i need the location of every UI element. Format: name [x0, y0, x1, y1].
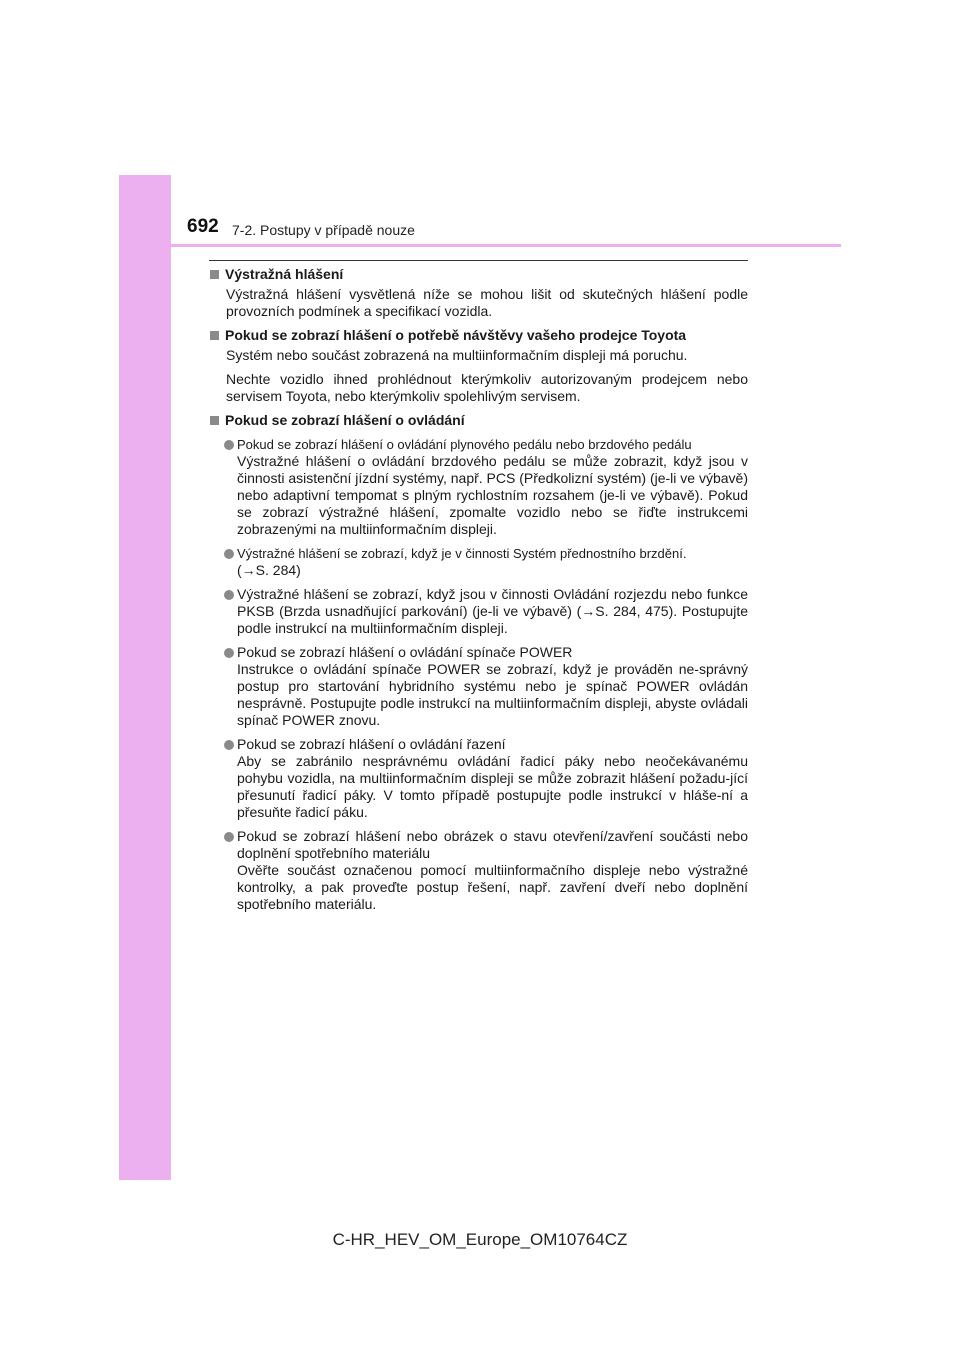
paragraph: Nechte vozidlo ihned prohlédnout kterýmkoliv autorizovaným prodejcem nebo servisem Toyota, nebo kterýmkoliv spolehlivým servisem.: [226, 371, 748, 404]
chapter-sidebar-tab: [119, 175, 171, 1180]
round-bullet-icon: [224, 590, 234, 600]
section-divider: [209, 260, 748, 261]
page-content: [210, 266, 748, 913]
round-bullet-icon: [224, 549, 234, 559]
chapter-title: 7-2. Postupy v případě nouze: [232, 222, 415, 238]
section-heading: Pokud se zobrazí hlášení o ovládání: [210, 412, 748, 429]
section-heading: Pokud se zobrazí hlášení o potřebě návštěvy vašeho prodejce Toyota: [210, 327, 748, 344]
list-item: Pokud se zobrazí hlášení o ovládání řazení Aby se zabránilo nesprávnému ovládání řadicí páky nebo neočekávanému pohybu vozidla, na multiinformačním displeji se může zobrazit hlášení požadu-jící přesunutí řadicí páky. V tomto případě postupujte podle instrukcí v hláše-ní a přesuňte řadicí páku.: [224, 736, 748, 821]
round-bullet-icon: [224, 440, 234, 450]
round-bullet-icon: [224, 832, 234, 842]
square-bullet-icon: [210, 331, 219, 340]
square-bullet-icon: [210, 416, 219, 425]
list-item: Výstražné hlášení se zobrazí, když jsou v činnosti Ovládání rozjezdu nebo funkce PKSB (Brzda usnadňující parkování) (je-li ve výbavě) (→S. 284, 475). Postupujte podle instrukcí na multiinformačním displeji.: [224, 586, 748, 637]
paragraph: Výstražná hlášení vysvětlená níže se mohou lišit od skutečných hlášení podle provozních podmínek a specifikací vozidla.: [226, 286, 748, 319]
list-item: Pokud se zobrazí hlášení o ovládání spínače POWER Instrukce o ovládání spínače POWER se zobrazí, když je prováděn ne-správný postup pro startování hybridního systému nebo je spínač POWER ovládán nesprávně. Postupujte podle instrukcí na multiinformačním displeji, abyste ovládali spínač POWER znovu.: [224, 644, 748, 729]
list-item: Výstražné hlášení se zobrazí, když je v činnosti Systém přednostního brzdění. (→S. 284): [224, 545, 748, 579]
header-rule: [171, 244, 841, 247]
square-bullet-icon: [210, 270, 219, 279]
paragraph: Systém nebo součást zobrazená na multiinformačním displeji má poruchu.: [226, 347, 688, 363]
list-item: Pokud se zobrazí hlášení nebo obrázek o stavu otevření/zavření součásti nebo doplnění spotřebního materiálu Ověřte součást označenou pomocí multiinformačního displeje nebo výstražné kontrolky, a pak proveďte postup řešení, např. zavření dveří nebo doplnění spotřebního materiálu.: [224, 828, 748, 913]
list-item: Pokud se zobrazí hlášení o ovládání plynového pedálu nebo brzdového pedálu Výstražné hlášení o ovládání brzdového pedálu se může zobrazit, když jsou v činnosti asistenční jízdní systémy, např. PCS (Předkolizní systém) (je-li ve výbavě) nebo adaptivní tempomat s plným rychlostním rozsahem (je-li ve výbavě). Pokud se zobrazí výstražné hlášení, zpomalte vozidlo nebo se řiďte instrukcemi zobrazenými na multiinformačním displeji.: [224, 436, 748, 538]
round-bullet-icon: [224, 648, 234, 658]
page-number: 692: [187, 216, 219, 237]
section-heading: Výstražná hlášení: [210, 266, 748, 283]
document-id-footer: C-HR_HEV_OM_Europe_OM10764CZ: [332, 1230, 628, 1249]
round-bullet-icon: [224, 740, 234, 750]
